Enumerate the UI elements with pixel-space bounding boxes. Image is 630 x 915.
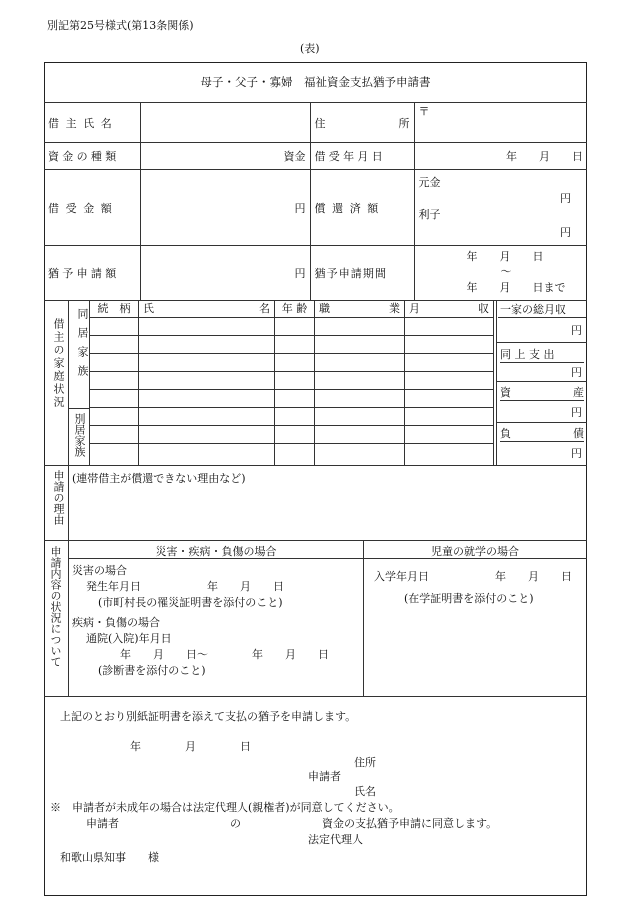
occurrence-date: 発生年月日 年 月 日 <box>86 580 284 593</box>
hospital-label: 通院(入院)年月日 <box>86 632 172 645</box>
col-name: 氏 名 <box>139 300 275 317</box>
principal-label: 元金 <box>418 176 441 189</box>
deferral-period-field[interactable] <box>414 246 587 301</box>
expense-yen: 円 <box>571 366 582 379</box>
table-row[interactable] <box>90 371 494 389</box>
period-tilde: 〜 <box>500 265 512 278</box>
addressee: 和歌山県知事 様 <box>60 851 159 864</box>
postal-mark: 〒 <box>418 105 430 118</box>
legal-rep-caption: 法定代理人 <box>308 833 363 846</box>
situation-label: 申請内容の状況について <box>49 546 62 667</box>
table-row[interactable] <box>90 389 494 407</box>
table-row[interactable] <box>90 317 494 335</box>
consent-text: 資金の支払猶予申請に同意します。 <box>322 817 498 830</box>
repaid-label: 償還済額 <box>310 170 414 246</box>
assets-yen: 円 <box>571 406 582 419</box>
consent-no: の <box>230 817 241 830</box>
table-row[interactable] <box>90 335 494 353</box>
minor-note: ※ 申請者が未成年の場合は法定代理人(親権者)が同意してください。 <box>50 801 400 814</box>
family-section-label: 借主の家庭状況 <box>52 318 65 409</box>
reason-note: (連帯借主が償還できない理由など) <box>72 472 246 485</box>
debt-yen: 円 <box>571 447 582 460</box>
address-caption: 住所 <box>354 756 376 769</box>
borrower-name-field[interactable] <box>140 103 310 143</box>
illness-case: 疾病・負傷の場合 <box>72 616 160 629</box>
borrow-amount-field[interactable]: 円 <box>140 170 310 246</box>
cohabit-label: 同居家族 <box>76 308 89 384</box>
reason-field[interactable] <box>69 486 586 539</box>
family-table <box>89 300 494 465</box>
deferral-amount-label: 猶予申請額 <box>44 246 140 301</box>
enrollment-note: (在学証明書を添付のこと) <box>404 592 534 605</box>
separate-label: 別居家族 <box>73 413 86 457</box>
statement: 上記のとおり別紙証明書を添えて支払の猶予を申請します。 <box>60 710 357 723</box>
interest-label: 利子 <box>418 208 441 221</box>
applicant-caption: 申請者 <box>308 770 341 783</box>
disaster-case: 災害の場合 <box>72 564 127 577</box>
table-row[interactable] <box>90 443 494 465</box>
deferral-amount-field[interactable]: 円 <box>140 246 310 301</box>
reason-label: 申請の理由 <box>52 470 65 525</box>
table-row[interactable] <box>90 353 494 371</box>
school-header: 児童の就学の場合 <box>431 545 519 558</box>
address-field[interactable] <box>414 103 587 143</box>
disaster-note: (市町村長の罹災証明書を添付のこと) <box>98 596 283 609</box>
household-income-yen: 円 <box>571 324 582 337</box>
side-marker: (表) <box>300 42 320 55</box>
disaster-header: 災害・疾病・負傷の場合 <box>155 545 277 558</box>
debt-label: 負 債 <box>500 427 584 440</box>
fund-type-field[interactable]: 資金 <box>140 143 310 170</box>
loan-info-table <box>44 102 587 301</box>
borrow-date-label: 借受年月日 <box>310 143 414 170</box>
assets-label: 資 産 <box>500 386 584 399</box>
consent-applicant: 申請者 <box>86 817 119 830</box>
period-from: 年 月 日 <box>466 250 544 263</box>
borrow-date-field[interactable]: 年 月 日 <box>414 143 587 170</box>
deferral-period-label: 猶予申請期間 <box>310 246 414 301</box>
expense-label: 同 上 支 出 <box>500 346 584 363</box>
form-number: 別記第25号様式(第13条関係) <box>47 19 194 32</box>
address-label: 住 所 <box>310 103 414 143</box>
col-job: 職 業 <box>315 300 405 317</box>
col-age: 年 齢 <box>275 300 315 317</box>
name-caption: 氏名 <box>354 785 376 798</box>
borrow-amount-label: 借受金額 <box>44 170 140 246</box>
hospital-range: 年 月 日〜 年 月 日 <box>120 648 329 661</box>
table-row[interactable] <box>90 407 494 425</box>
repaid-field[interactable] <box>414 170 587 246</box>
col-income: 月 収 <box>405 300 494 317</box>
diagnosis-note: (診断書を添付のこと) <box>98 664 206 677</box>
table-row[interactable] <box>90 425 494 443</box>
borrower-name-label: 借主氏名 <box>44 103 140 143</box>
date-line[interactable]: 年 月 日 <box>130 740 251 753</box>
col-relation: 続 柄 <box>90 300 139 317</box>
form-title: 母子・父子・寡婦 福祉資金支払猶予申請書 <box>200 75 431 89</box>
principal-yen: 円 <box>560 192 571 205</box>
enrollment-date: 入学年月日 年 月 日 <box>374 570 572 583</box>
household-income-label: 一家の総月収 <box>498 301 586 318</box>
interest-yen: 円 <box>560 226 571 239</box>
fund-type-label: 資金の種類 <box>44 143 140 170</box>
period-to: 年 月 日まで <box>466 281 566 294</box>
